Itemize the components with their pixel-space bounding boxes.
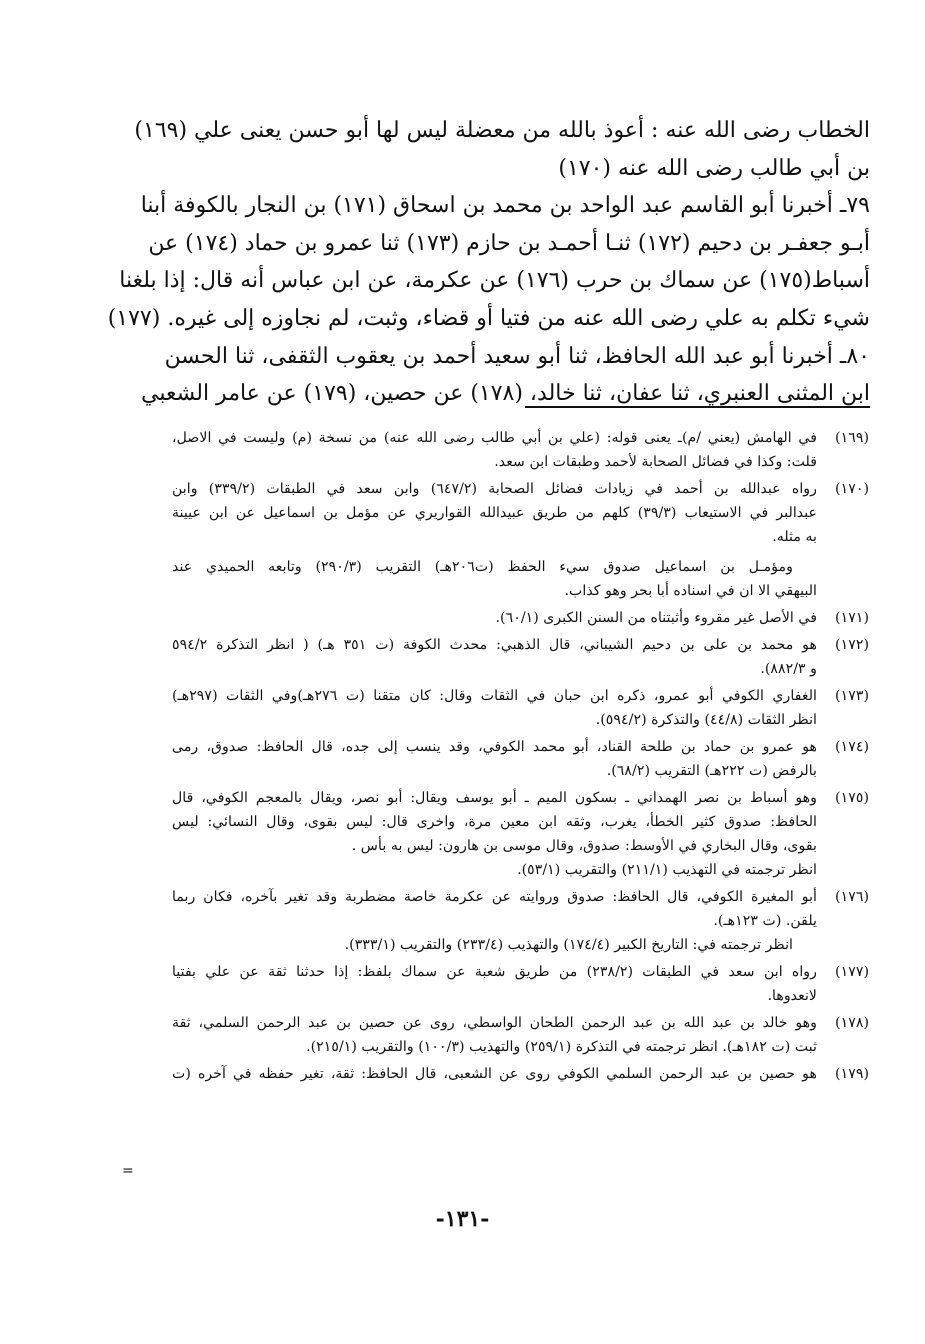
footnote-number: (١٧٢) (835, 637, 869, 653)
footnote-178 (172, 1011, 869, 1059)
footnote-number: (١٧٨) (835, 1015, 869, 1031)
footnote-line: وهو أسباط بن نصر الهمداني ـ بسكون الميم ـ أبو يوسف ويقال: أبو نصر، ويقال بالمعجم الكوفي، قال (172, 790, 817, 806)
footnote-line: هو محمد بن على بن دحيم الشيباني، قال الذهبي: محدث الكوفة (ت ٣٥١ هـ) ( انظر التذكرة ٥٩٤/٢ (172, 637, 817, 653)
footnote-line: انظر ترجمته في: التاريخ الكبير (١٧٤/٤) والتهذيب (٢٣٣/٤) والتقريب (٣٣٣/١). (344, 937, 793, 953)
footnote-line: بقوى، وقال البخاري في الأوسط: صدوق، وقال موسى بن هارون: ليس به بأس . (351, 838, 817, 854)
footnote-number: (١٧٠) (835, 481, 869, 497)
footnote-170 (172, 477, 869, 603)
footnote-line: الغفاري الكوفي أبو عمرو، ذكره ابن حبان في الثقات وقال: كان متقنا (ت ٢٧٦هـ)وفي الثقات (٢٩٧هـ) (172, 688, 817, 704)
main-line: الخطاب رضى الله عنه : أعوذ بالله من معضلة ليس لها أبو حسن يعنى علي (١٦٩) (134, 118, 870, 143)
footnote-number: (١٦٩) (835, 430, 869, 446)
main-line: ٧٩ـ أخبرنا أبو القاسم عبد الواحد بن محمد بن اسحاق (١٧١) بن النجار بالكوفة أبنا (140, 193, 870, 219)
footnote-line: عبدالبر في الاستيعاب (٣٩/٣) كلهم من طريق عبيدالله القواريري عن مؤمل بن اسماعيل عن ابن عيينة (172, 505, 817, 521)
main-text (107, 112, 870, 413)
footnote-line: في الأصل غير مقروء وأثبتناه من السنن الكبرى (٦٠/١). (495, 610, 817, 626)
footnote-line: الحافظ: صدوق كثير الخطأ، يغرب، وثقه ابن معين مرة، واخرى قال: ليس بقوى، وقال النسائي: ليس (172, 814, 817, 830)
footnote-line: به مثله. (772, 529, 817, 545)
footnote-line: أبو المغيرة الكوفي، قال الحافظ: صدوق وروايته عن عكرمة خاصة مضطربة وقد تغير بآخره، فكان ربما (172, 889, 817, 905)
footnote-line: انظر ترجمته في التهذيب (٢١١/١) والتقريب (٥٣/١). (517, 862, 817, 878)
footnote-176 (172, 885, 869, 957)
footnote-line: هو حصين بن عبد الرحمن السلمي الكوفي روى عن الشعبى، قال الحافظ: ثقة، تغير حفظه في آخره (ت (172, 1066, 817, 1082)
footnote-line: رواه عبدالله بن أحمد في زيادات فضائل الصحابة (٦٤٧/٢) وابن سعد في الطبقات (٣٣٩/٢) وابن (172, 481, 817, 497)
footnotes (172, 426, 869, 1086)
footnote-171 (172, 606, 869, 630)
footnote-line: ثبت (ت ١٨٢هـ). انظر ترجمته في التذكرة (٢٥٩/١) والتهذيب (١٠٠/٣) والتقريب (٢١٥/١). (306, 1039, 817, 1055)
footnote-number: (١٧٩) (835, 1066, 869, 1082)
main-line: ابن المثنى العنبري، ثنا عفان، ثنا خالد، (١٧٨) عن حصين، (١٧٩) عن عامر الشعبي (141, 381, 870, 407)
footnote-line: وهو خالد بن عبد الله بن عبد الرحمن الطحان الواسطي، روى عن حصين بن عبد الرحمن السلمي، ثقة (172, 1015, 817, 1031)
footnote-number: (١٧٧) (835, 964, 869, 980)
footnote-number: (١٧٣) (835, 688, 869, 704)
page-number: -١٣١- (435, 1206, 490, 1232)
footnote-line: انظر الثقات (٤٤/٨) والتذكرة (٥٩٤/٢). (595, 712, 817, 728)
footnote-number: (١٧٦) (835, 889, 869, 905)
footnote-line: بالرفض (ت ٢٢٢هـ) التقريب (٦٨/٢). (606, 763, 817, 779)
footnote-line: في الهامش (يعني /م)ـ يعنى قوله: (علي بن أبي طالب رضى الله عنه) من نسخة (م) وليست في الاصل، (172, 430, 817, 446)
footnote-179 (172, 1062, 869, 1086)
footnote-line: و ٨٨٢/٣). (760, 661, 817, 677)
footnote-line: قلت: وكذا في فضائل الصحابة لأحمد وطبقات ابن سعد. (494, 454, 817, 470)
footnote-172 (172, 633, 869, 681)
footnote-177 (172, 960, 869, 1008)
footnote-line: لانعدوها. (767, 988, 817, 1004)
main-line: ٨٠ـ أخبرنا أبو عبد الله الحافظ، ثنا أبو سعيد أحمد بن يعقوب الثقفى، ثنا الحسن (164, 343, 870, 369)
footnote-line: رواه ابن سعد في الطبقات (٢٣٨/٢) من طريق شعبة عن سماك بلفظ: إذا حدثنا ثقة عن علي بفتيا (172, 964, 817, 980)
footnote-174 (172, 735, 869, 783)
footnote-separator (525, 406, 870, 408)
footnote-number: (١٧٥) (835, 790, 869, 806)
footnote-173 (172, 684, 869, 732)
footnote-169 (172, 426, 869, 474)
continuation-mark: = (122, 1163, 134, 1179)
main-line: أبـو جعفـر بن دحيم (١٧٢) ثنـا أحمـد بن حازم (١٧٣) ثنا عمرو بن حماد (١٧٤) عن (148, 230, 870, 256)
main-line: بن أبي طالب رضى الله عنه (١٧٠) (558, 155, 870, 181)
main-line: شيء تكلم به علي رضى الله عنه من فتيا أو قضاء، وثبت، لم نجاوزه إلى غيره. (١٧٧) (107, 305, 870, 331)
footnote-number: (١٧١) (835, 610, 869, 626)
footnote-line: هو عمرو بن حماد بن طلحة القناد، أبو محمد الكوفي، وقد ينسب إلى جده، قال الحافظ: صدوق، رمى (172, 739, 817, 755)
footnote-line: يلقن. (ت ١٢٣هـ). (713, 913, 817, 929)
footnote-number: (١٧٤) (835, 739, 869, 755)
footnote-175 (172, 786, 869, 882)
footnote-line: البيهقي الا ان في اسناده أبا بحر وهو كذاب. (564, 583, 817, 599)
footnote-line: ومؤمـل بن اسماعيل صدوق سيء الحفظ (ت٢٠٦هـ) التقريب (٢٩٠/٣) وتابعه الحميدي عند (172, 559, 793, 575)
main-line: أسباط(١٧٥) عن سماك بن حرب (١٧٦) عن عكرمة، عن ابن عباس أنه قال: إذا بلغنا (119, 268, 870, 294)
